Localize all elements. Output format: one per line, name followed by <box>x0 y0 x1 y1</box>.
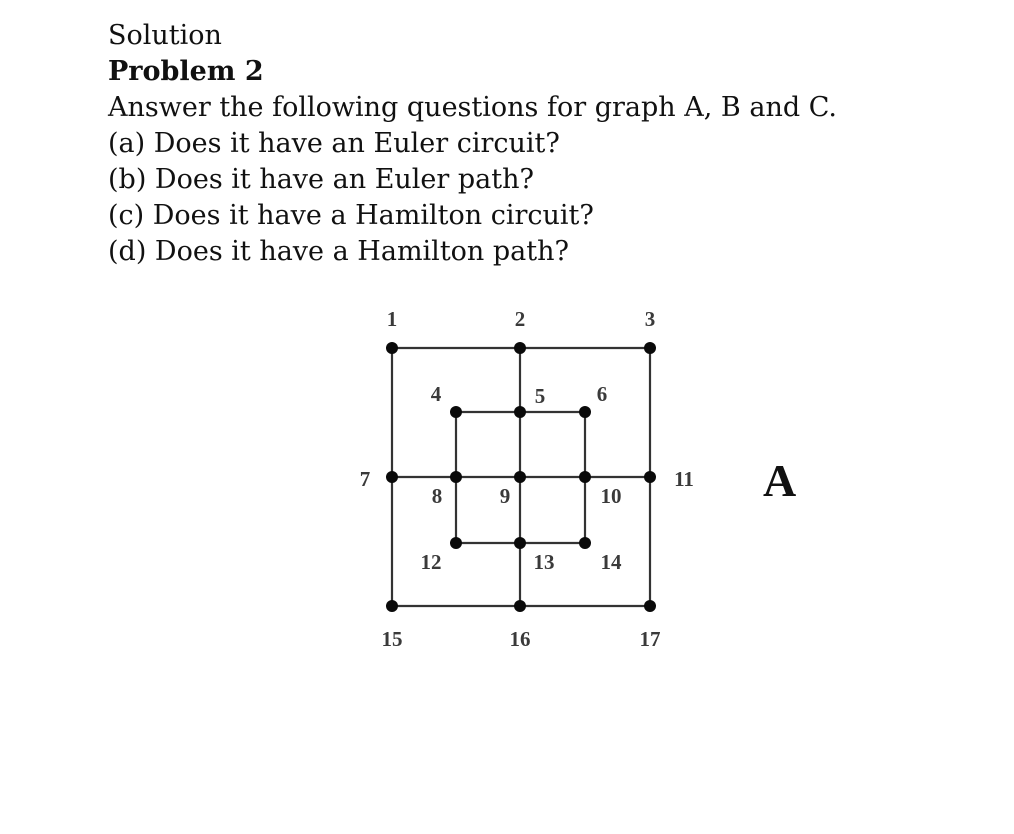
vertex-label-13: 13 <box>533 550 555 574</box>
vertex-label-6: 6 <box>596 382 608 406</box>
solution-label: Solution <box>108 20 222 51</box>
vertex-14 <box>579 537 591 549</box>
vertex-label-16: 16 <box>509 627 531 651</box>
question-b: (b) Does it have an Euler path? <box>108 164 534 195</box>
vertex-11 <box>644 471 656 483</box>
vertex-8 <box>450 471 462 483</box>
graph-labels <box>360 307 694 651</box>
vertex-12 <box>450 537 462 549</box>
vertex-13 <box>514 537 526 549</box>
question-intro: Answer the following questions for graph A, B and C. <box>108 92 837 123</box>
vertex-label-15: 15 <box>381 627 403 651</box>
vertex-3 <box>644 342 656 354</box>
vertex-4 <box>450 406 462 418</box>
vertex-label-5: 5 <box>534 384 546 408</box>
vertex-label-3: 3 <box>644 307 656 331</box>
graph-edges <box>392 348 650 606</box>
question-a: (a) Does it have an Euler circuit? <box>108 128 560 159</box>
vertex-label-11: 11 <box>674 467 694 491</box>
vertex-5 <box>514 406 526 418</box>
vertex-label-9: 9 <box>499 484 511 508</box>
question-c: (c) Does it have a Hamilton circuit? <box>108 200 594 231</box>
vertex-label-10: 10 <box>600 484 622 508</box>
graph-name-label: A <box>763 455 797 506</box>
vertex-label-2: 2 <box>514 307 526 331</box>
vertex-17 <box>644 600 656 612</box>
vertex-16 <box>514 600 526 612</box>
vertex-label-1: 1 <box>386 307 398 331</box>
vertex-10 <box>579 471 591 483</box>
problem-title: Problem 2 <box>108 56 264 87</box>
vertex-label-17: 17 <box>639 627 661 651</box>
vertex-2 <box>514 342 526 354</box>
vertex-label-14: 14 <box>600 550 622 574</box>
vertex-6 <box>579 406 591 418</box>
vertex-label-4: 4 <box>430 382 442 406</box>
problem-text <box>108 18 968 270</box>
graph-nodes <box>386 342 656 612</box>
vertex-7 <box>386 471 398 483</box>
vertex-label-8: 8 <box>431 484 443 508</box>
vertex-15 <box>386 600 398 612</box>
question-d: (d) Does it have a Hamilton path? <box>108 236 569 267</box>
vertex-9 <box>514 471 526 483</box>
vertex-label-7: 7 <box>359 467 371 491</box>
vertex-label-12: 12 <box>420 550 442 574</box>
vertex-1 <box>386 342 398 354</box>
